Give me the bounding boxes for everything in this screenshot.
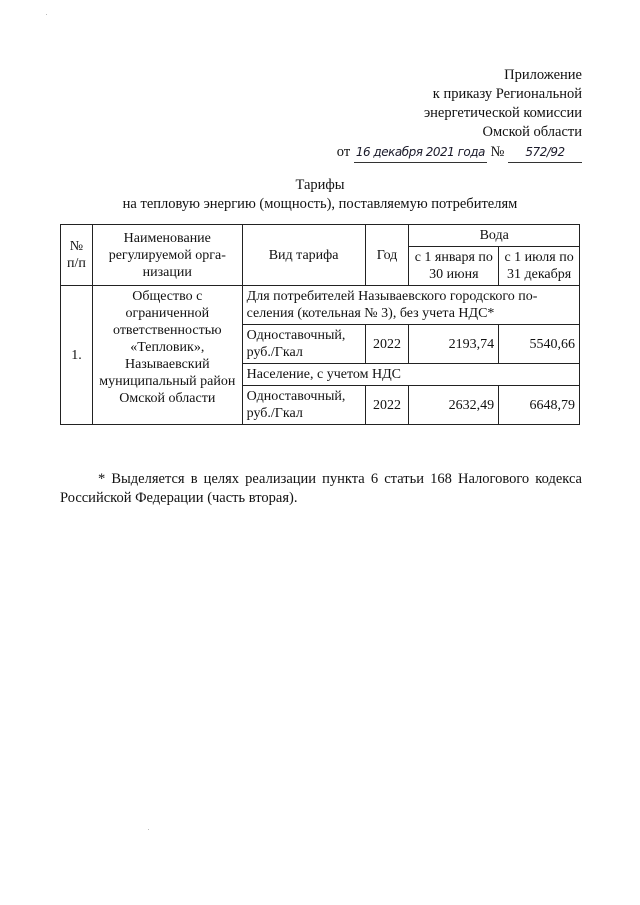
appendix-line-3: энергетической комиссии — [423, 105, 582, 121]
scan-speck — [46, 14, 47, 15]
appendix-block — [337, 66, 582, 163]
footnote: * Выделяется в целях реализации пункта 6 статьи 168 Налогового кодекса Российской Федерации (часть вторая). — [60, 471, 582, 506]
row-group-1-period-1: 2193,74 — [409, 325, 499, 364]
appendix-line-1: Приложение — [504, 67, 582, 83]
row-group-1-period-2: 5540,66 — [499, 325, 580, 364]
row-num: 1. — [61, 286, 93, 425]
table-row — [61, 286, 580, 325]
row-group-2-year: 2022 — [365, 386, 409, 425]
header-tariff-type: Вид тарифа — [242, 225, 365, 286]
header-year: Год — [365, 225, 409, 286]
title-line-1: Тарифы — [295, 177, 345, 193]
header-period-2: с 1 июля по 31 декабря — [499, 247, 580, 286]
order-number-label: № — [490, 144, 505, 160]
header-num: № п/п — [61, 225, 93, 286]
row-group-2-period-1: 2632,49 — [409, 386, 499, 425]
order-from-label: от — [336, 144, 351, 160]
row-group-1-tariff: Одноставочный, руб./Гкал — [242, 325, 365, 364]
row-group-2-tariff: Одноставочный, руб./Гкал — [242, 386, 365, 425]
row-group-1: Для потребителей Называевского городского по-селения (котельная № 3), без учета НДС* — [242, 286, 579, 325]
document-title — [0, 176, 640, 214]
title-line-2: на тепловую энергию (мощность), поставляемую потребителям — [122, 196, 518, 212]
order-number-handwritten: 572/92 — [508, 143, 582, 163]
row-group-1-year: 2022 — [365, 325, 409, 364]
header-period-1: с 1 января по 30 июня — [409, 247, 499, 286]
order-date-handwritten: 16 декабря 2021 года — [354, 143, 487, 163]
scan-speck — [148, 829, 149, 830]
header-row-1 — [61, 225, 580, 247]
header-water: Вода — [409, 225, 580, 247]
appendix-line-4: Омской области — [482, 124, 582, 140]
row-group-2: Население, с учетом НДС — [242, 364, 579, 386]
order-line — [337, 143, 582, 163]
appendix-line-2: к приказу Региональной — [432, 86, 582, 102]
tariff-table — [60, 224, 580, 425]
row-org: Общество с ограниченной ответственностью «Тепловик», Называевский муниципальный район Омской области — [92, 286, 242, 425]
row-group-2-period-2: 6648,79 — [499, 386, 580, 425]
header-org: Наименование регулируемой орга-низации — [92, 225, 242, 286]
